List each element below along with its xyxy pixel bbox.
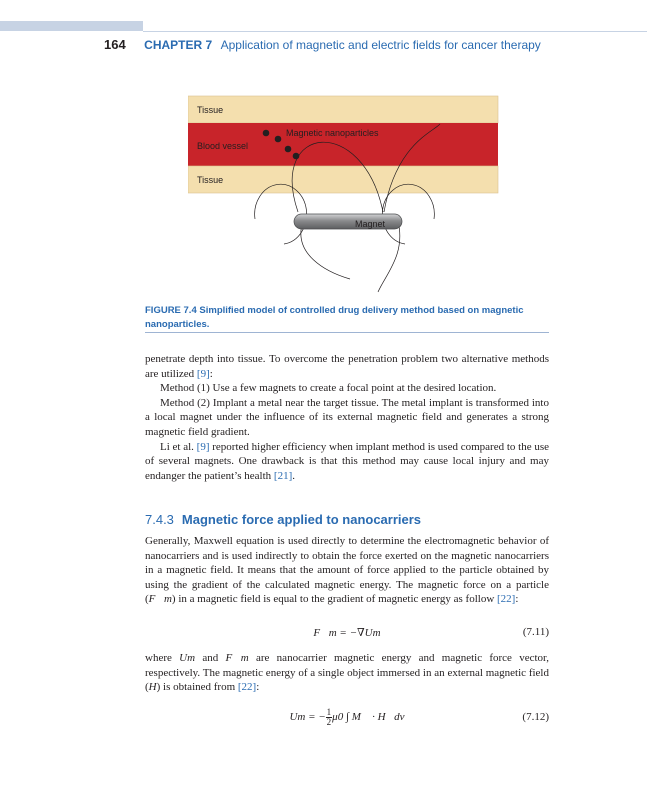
- label-magnet: Magnet: [355, 219, 386, 229]
- fraction: $\frac{1}{2}$: [326, 707, 332, 727]
- caption-rule: [145, 332, 549, 333]
- paragraph-3: Generally, Maxwell equation is used directly to determine the electromagnetic behavior of nanocarriers and is used indirectly to obtain the force exerted on the magnetic nanocarriers in a magnetic field. It means that the amount of force applied to the particle obtained by using the gradient of the calculated magnetic energy. The magnetic force on a particle (F⃗m) in a magnetic field is equal to the gradient of magnetic energy as follow [22]:: [145, 535, 549, 606]
- method-1: Method (1) Use a few magnets to create a focal point at the desired location.: [160, 382, 497, 395]
- tissue-top-band: [188, 96, 498, 123]
- citation-link[interactable]: [9]: [196, 440, 210, 453]
- caption-text: Simplified model of controlled drug delivery method based on magnetic nanoparticles.: [145, 305, 524, 330]
- body-text-top: [145, 352, 549, 483]
- caption-label: FIGURE 7.4: [145, 305, 197, 316]
- citation-link[interactable]: [22]: [497, 593, 516, 606]
- body-text-after-eq: [145, 651, 549, 695]
- chapter-title: Application of magnetic and electric fields for cancer therapy: [220, 38, 541, 52]
- figure-caption: [145, 304, 549, 332]
- label-nanoparticles: Magnetic nanoparticles: [286, 128, 379, 138]
- header-rule: [143, 31, 647, 32]
- magnet-bar: [294, 214, 402, 229]
- label-blood-vessel: Blood vessel: [197, 141, 249, 151]
- chapter-label: CHAPTER 7: [144, 38, 213, 52]
- paragraph-1: penetrate depth into tissue. To overcome the penetration problem two alternative methods are utilized [9]:: [145, 353, 549, 380]
- citation-link[interactable]: [22]: [237, 681, 257, 694]
- page-number: 164: [104, 37, 126, 52]
- running-header: [104, 36, 541, 54]
- label-tissue-bottom: Tissue: [197, 175, 224, 185]
- section-heading: [145, 512, 421, 527]
- body-text-section: [145, 534, 549, 607]
- section-title: Magnetic force applied to nanocarriers: [181, 512, 422, 527]
- tissue-bottom-band: [188, 166, 498, 193]
- paragraph-4: where Um and F⃗m are nanocarrier magnetic energy and magnetic force vector, respectively. The magnetic energy of a single object immersed in an external magnetic field (H) is obtained from [22]:: [145, 652, 550, 694]
- equation-7-12: [145, 708, 549, 730]
- method-2: Method (2) Implant a metal near the target tissue. The metal implant is transformed into a local magnet under the influence of its external magnetic field and generates a strong magnetic field gradient.: [145, 396, 549, 438]
- figure-drug-delivery-diagram: [188, 94, 500, 294]
- equation-formula: F⃗m = −∇Um: [313, 627, 381, 639]
- equation-7-11: [145, 626, 549, 644]
- equation-formula: Um = − $\frac{1}{2}$ μ0 ∫ M⃗ · H⃗dv: [289, 707, 405, 727]
- citation-link[interactable]: [9]: [196, 367, 210, 380]
- citation-link[interactable]: [21]: [273, 469, 293, 482]
- equation-number: (7.12): [522, 711, 549, 723]
- label-tissue-top: Tissue: [197, 105, 224, 115]
- paragraph-2: Li et al. [9] reported higher efficiency when implant method is used compared to the use of several magnets. One drawback is that this method may cause local injury and may endanger the patient’s health [21].: [145, 440, 549, 482]
- header-accent-bar: [0, 21, 143, 31]
- equation-number: (7.11): [522, 626, 549, 638]
- section-number: 7.4.3: [145, 512, 174, 527]
